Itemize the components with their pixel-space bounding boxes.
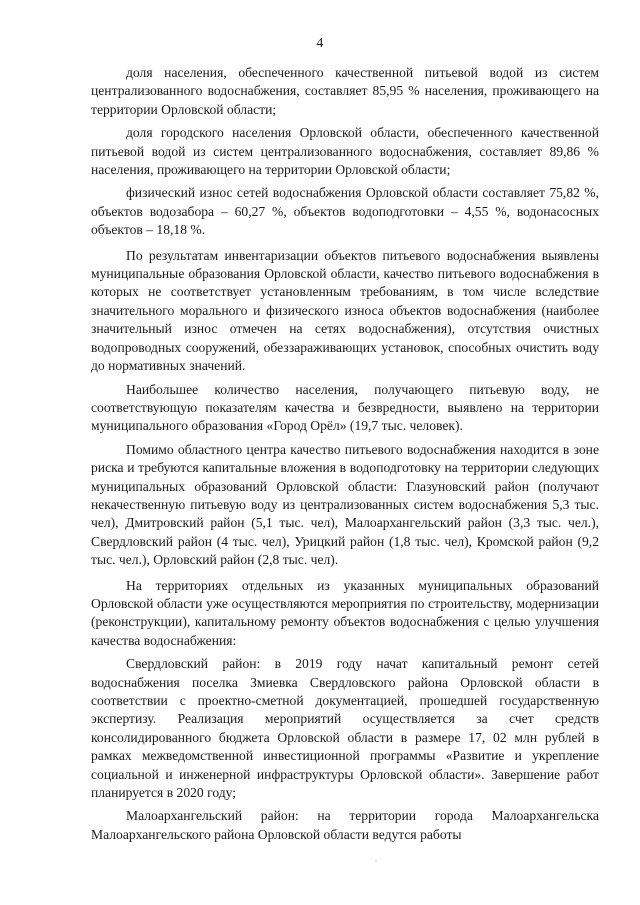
paragraph: На территориях отдельных из указанных муниципальных образований Орловской области уже осуществляются мероприятия по строительству, модернизации (реконструкции), капитальному ремонту объектов водоснабжения с целью улучшения качества водоснабжения:: [91, 577, 599, 648]
paragraph: Помимо областного центра качество питьевого водоснабжения находится в зоне риска и требуются капитальные вложения в водоподготовку на территории следующих муниципальных образований Орловской области: Глазуновский район (получают некачественную питьевую воду из централизованных систем водоснабжения 5,3 тыс. чел), Дмитровский район (5,1 тыс. чел), Малоархангельский район (3,3 тыс. чел.), Свердловский район (4 тыс. чел), Урицкий район (1,8 тыс. чел), Кромской район (9,2 тыс. чел.), Орловский район (2,8 тыс. чел).: [91, 441, 599, 568]
paragraph: доля городского населения Орловской области, обеспеченного качественной питьевой водой из систем централизованного водоснабжения, составляет 89,86 % населения, проживающего на территории Орловской области;: [91, 125, 599, 178]
paragraph: доля населения, обеспеченного качественной питьевой водой из систем централизованного водоснабжения, составляет 85,95 % населения, проживающего на территории Орловской области;: [91, 65, 599, 117]
scan-speck: [375, 860, 377, 861]
paragraph: физический износ сетей водоснабжения Орловской области составляет 75,82 %, объектов водозабора – 60,27 %, объектов водоподготовки – 4,55 %, водонасосных объектов – 18,18 %.: [91, 185, 599, 238]
page-number: 4: [316, 36, 324, 51]
paragraph: Наибольшее количество населения, получающего питьевую воду, не соответствующую показателям качества и безвредности, выявлено на территории муниципального образования «Город Орёл» (19,7 тыс. человек).: [91, 381, 599, 434]
paragraph: По результатам инвентаризации объектов питьевого водоснабжения выявлены муниципальные образования Орловской области, качество питьевого водоснабжения в которых не соответствует установленным требованиям, в том числе вследствие значительного морального и физического износа объектов водоснабжения (наиболее значительный износ отмечен на сетях водоснабжения), отсутствия очистных водопроводных сооружений, обеззараживающих установок, способных очистить воду до нормативных значений.: [91, 247, 599, 374]
paragraph: Малоархангельский район: на территории города Малоархангельска Малоархангельского района Орловской области ведутся работы: [91, 808, 599, 842]
paragraph: Свердловский район: в 2019 году начат капитальный ремонт сетей водоснабжения поселка Змиевка Свердловского района Орловской области в соответствии с проектно-сметной документацией, прошедшей государственную экспертизу. Реализация мероприятий осуществляется за счет средств консолидированного бюджета Орловской области в размере 17, 02 млн рублей в рамках межведомственной инвестиционной программы «Развитие и укрепление социальной и инженерной инфраструктуры Орловской области». Завершение работ планируется в 2020 году;: [91, 656, 599, 801]
document-body: [91, 64, 599, 844]
